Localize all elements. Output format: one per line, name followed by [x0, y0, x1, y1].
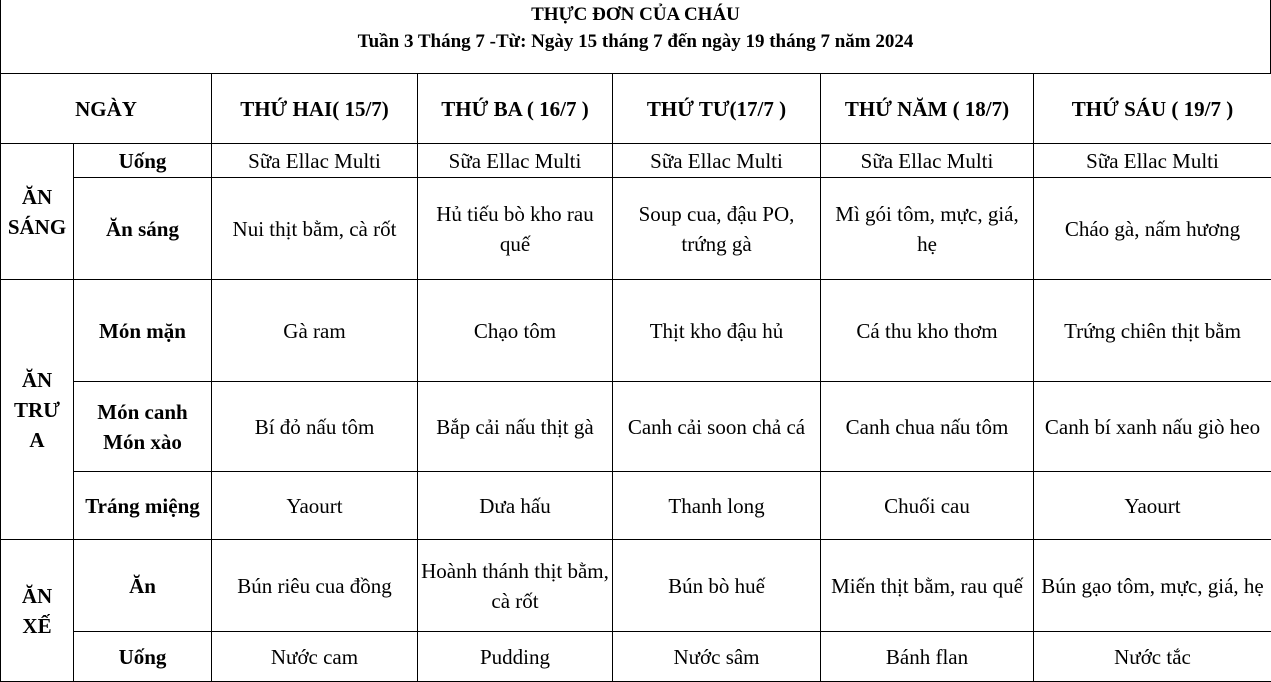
row-label-lunch-dessert: Tráng miệng [74, 472, 212, 540]
menu-header [0, 0, 1271, 74]
row-label-lunch-soup-line1: Món canh [76, 397, 209, 427]
weekly-menu-table [0, 73, 1271, 682]
table-cell: Sữa Ellac Multi [613, 144, 821, 178]
day-header-thu: THỨ NĂM ( 18/7) [821, 74, 1034, 144]
table-cell: Trứng chiên thịt bằm [1034, 280, 1271, 382]
table-cell: Canh cải soon chả cá [613, 382, 821, 472]
table-cell: Bí đỏ nấu tôm [212, 382, 418, 472]
table-row [1, 472, 1271, 540]
row-label-breakfast-meal: Ăn sáng [74, 178, 212, 280]
day-header-row [1, 74, 1271, 144]
row-label-snack-food: Ăn [74, 540, 212, 632]
table-cell: Hoành thánh thịt bằm, cà rốt [418, 540, 613, 632]
table-cell: Mì gói tôm, mực, giá, hẹ [821, 178, 1034, 280]
table-cell: Hủ tiếu bò kho rau quế [418, 178, 613, 280]
table-cell: Pudding [418, 632, 613, 682]
day-header-mon: THỨ HAI( 15/7) [212, 74, 418, 144]
table-cell: Yaourt [1034, 472, 1271, 540]
table-cell: Bún bò huế [613, 540, 821, 632]
group-breakfast-line1: ĂN [3, 182, 71, 212]
corner-label: NGÀY [1, 74, 212, 144]
table-cell: Sữa Ellac Multi [821, 144, 1034, 178]
table-cell: Cháo gà, nấm hương [1034, 178, 1271, 280]
day-header-tue: THỨ BA ( 16/7 ) [418, 74, 613, 144]
table-cell: Sữa Ellac Multi [212, 144, 418, 178]
row-label-snack-drink: Uống [74, 632, 212, 682]
group-snack [1, 540, 74, 682]
group-breakfast [1, 144, 74, 280]
table-cell: Canh chua nấu tôm [821, 382, 1034, 472]
row-label-breakfast-drink: Uống [74, 144, 212, 178]
table-cell: Bánh flan [821, 632, 1034, 682]
table-cell: Bún gạo tôm, mực, giá, hẹ [1034, 540, 1271, 632]
table-cell: Thanh long [613, 472, 821, 540]
table-cell: Nước cam [212, 632, 418, 682]
table-row [1, 144, 1271, 178]
table-row [1, 540, 1271, 632]
table-cell: Nước sâm [613, 632, 821, 682]
group-lunch-line3: A [3, 425, 71, 455]
row-label-lunch-soup [74, 382, 212, 472]
day-header-fri: THỨ SÁU ( 19/7 ) [1034, 74, 1271, 144]
table-row [1, 178, 1271, 280]
table-cell: Sữa Ellac Multi [418, 144, 613, 178]
table-cell: Chuối cau [821, 472, 1034, 540]
table-cell: Gà ram [212, 280, 418, 382]
table-row [1, 280, 1271, 382]
group-snack-line2: XẾ [3, 611, 71, 641]
group-lunch-line1: ĂN [3, 365, 71, 395]
group-lunch [1, 280, 74, 540]
table-cell: Soup cua, đậu PO, trứng gà [613, 178, 821, 280]
table-row [1, 632, 1271, 682]
table-cell: Thịt kho đậu hủ [613, 280, 821, 382]
table-cell: Nui thịt bằm, cà rốt [212, 178, 418, 280]
table-cell: Nước tắc [1034, 632, 1271, 682]
table-cell: Cá thu kho thơm [821, 280, 1034, 382]
menu-title: THỰC ĐƠN CỦA CHÁU [1, 4, 1270, 26]
day-header-wed: THỨ TƯ(17/7 ) [613, 74, 821, 144]
row-label-lunch-main: Món mặn [74, 280, 212, 382]
table-row [1, 382, 1271, 472]
table-cell: Sữa Ellac Multi [1034, 144, 1271, 178]
table-cell: Yaourt [212, 472, 418, 540]
table-cell: Dưa hấu [418, 472, 613, 540]
menu-subtitle: Tuần 3 Tháng 7 -Từ: Ngày 15 tháng 7 đến ngày 19 tháng 7 năm 2024 [1, 31, 1270, 53]
group-snack-line1: ĂN [3, 581, 71, 611]
group-breakfast-line2: SÁNG [3, 212, 71, 242]
row-label-lunch-soup-line2: Món xào [76, 427, 209, 457]
group-lunch-line2: TRƯ [3, 395, 71, 425]
table-cell: Chạo tôm [418, 280, 613, 382]
table-cell: Bún riêu cua đồng [212, 540, 418, 632]
table-cell: Canh bí xanh nấu giò heo [1034, 382, 1271, 472]
table-cell: Miến thịt bằm, rau quế [821, 540, 1034, 632]
table-cell: Bắp cải nấu thịt gà [418, 382, 613, 472]
